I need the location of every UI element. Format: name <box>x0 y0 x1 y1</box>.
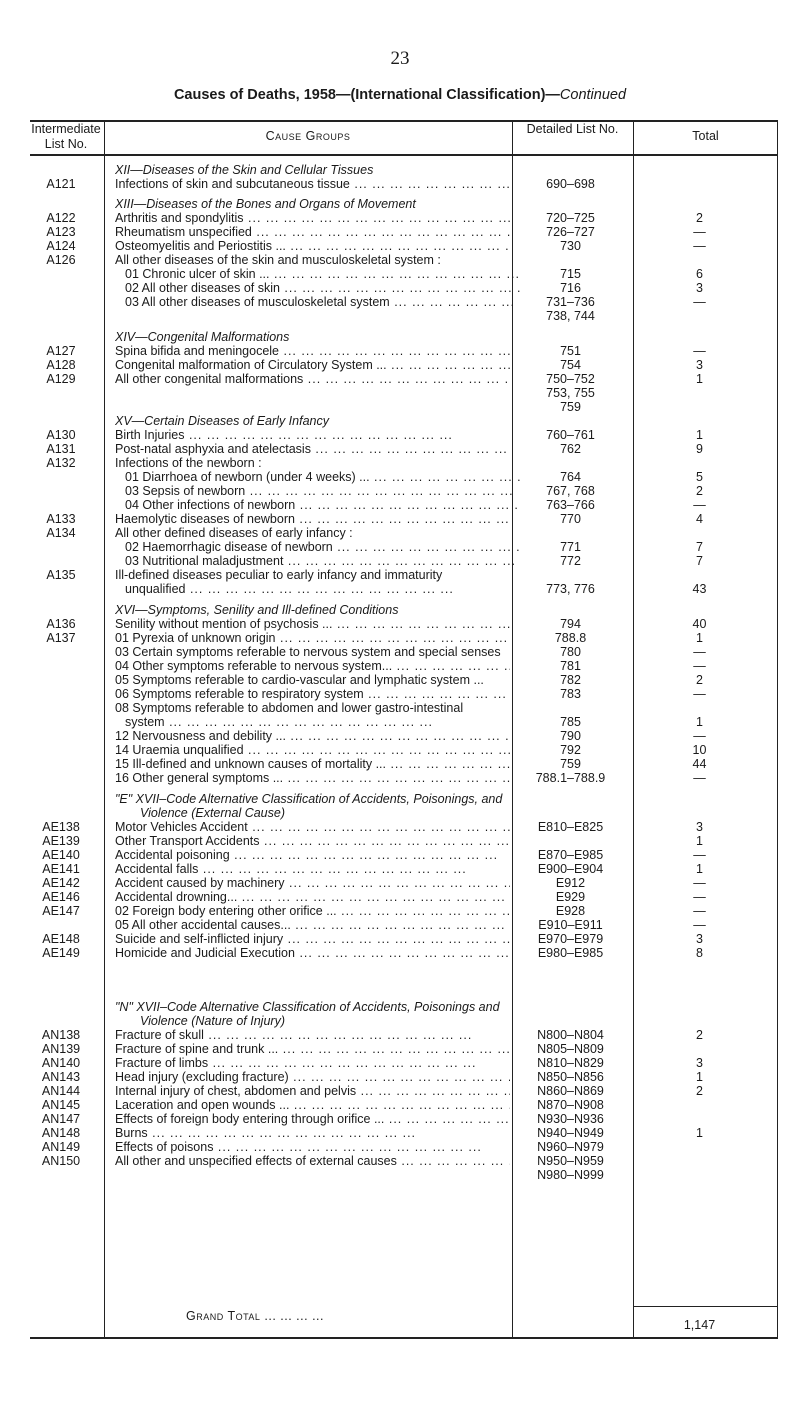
table-row <box>0 918 800 932</box>
total-value: 3 <box>696 1056 703 1070</box>
intermediate-list-no: AN139 <box>41 1042 81 1056</box>
cause-group: 05 Symptoms referable to cardio-vascular and lymphatic system ... <box>115 673 484 687</box>
table-row <box>0 932 800 946</box>
total-value: 1 <box>696 1126 703 1140</box>
detailed-list-no: N860–N869 <box>537 1084 604 1098</box>
intermediate-list-no: A129 <box>46 372 76 386</box>
table-row <box>0 1168 800 1182</box>
total-value: — <box>693 687 706 701</box>
total-value: 1 <box>696 631 703 645</box>
total-value: — <box>693 498 706 512</box>
cause-group: "N" XVII–Code Alternative Classification of Accidents, Poisonings and <box>115 1000 500 1014</box>
intermediate-list-no: A128 <box>46 358 76 372</box>
detailed-list-no: 782 <box>560 673 581 687</box>
table-row <box>0 1140 800 1154</box>
page-title <box>0 87 800 103</box>
table-row <box>0 1112 800 1126</box>
total-value: — <box>693 239 706 253</box>
table-row <box>0 792 800 806</box>
total-value: 1 <box>696 862 703 876</box>
cause-group: 03 Sepsis of newborn ... . <box>115 484 520 498</box>
detailed-list-no: 715 <box>560 267 581 281</box>
detailed-list-no: N940–N949 <box>537 1126 604 1140</box>
intermediate-list-no: A124 <box>46 239 76 253</box>
cause-group: Burns ... . <box>115 1126 510 1140</box>
cause-group: Rheumatism unspecified ... . <box>115 225 510 239</box>
total-value: — <box>693 918 706 932</box>
table-row <box>0 372 800 386</box>
cause-group: Effects of poisons ... . <box>115 1140 510 1154</box>
total-value: — <box>693 729 706 743</box>
intermediate-list-no: AN148 <box>41 1126 81 1140</box>
detailed-list-no: 750–752 <box>546 372 595 386</box>
intermediate-list-no: AE149 <box>42 946 80 960</box>
cause-group: Accidental drowning... ... . <box>115 890 510 904</box>
intermediate-list-no: A136 <box>46 617 76 631</box>
total-value: — <box>693 876 706 890</box>
table-row <box>0 526 800 540</box>
title-suffix: Continued <box>559 87 627 103</box>
cause-group: 08 Symptoms referable to abdomen and lower gastro-intestinal <box>115 701 464 715</box>
detailed-list-no: N930–N936 <box>537 1112 604 1126</box>
table-row <box>0 225 800 239</box>
table-row <box>0 177 800 191</box>
cause-group: 04 Other infections of newborn ... . <box>115 498 520 512</box>
table-row <box>0 876 800 890</box>
intermediate-list-no: A130 <box>46 428 76 442</box>
cause-group: Fracture of spine and trunk ... ... . <box>115 1042 510 1056</box>
total-value: 3 <box>696 281 703 295</box>
detailed-list-no: 726–727 <box>546 225 595 239</box>
intermediate-list-no: AN144 <box>41 1084 81 1098</box>
cause-group: 05 All other accidental causes... ... . <box>115 918 510 932</box>
cause-group: Other Transport Accidents ... . <box>115 834 510 848</box>
detailed-list-no: 790 <box>560 729 581 743</box>
table-row <box>0 820 800 834</box>
total-value: 8 <box>696 946 703 960</box>
intermediate-list-no: AN140 <box>41 1056 81 1070</box>
detailed-list-no: N950–N959 <box>537 1154 604 1168</box>
table-row <box>0 1014 800 1028</box>
cause-group: Head injury (excluding fracture) ... . <box>115 1070 510 1084</box>
cause-group: Infections of the newborn : <box>115 456 262 470</box>
total-value: — <box>693 890 706 904</box>
total-value: 2 <box>696 484 703 498</box>
table-row <box>0 687 800 701</box>
total-value: — <box>693 848 706 862</box>
cause-group: Laceration and open wounds ... ... . <box>115 1098 510 1112</box>
total-value: 5 <box>696 470 703 484</box>
detailed-list-no: 716 <box>560 281 581 295</box>
detailed-list-no: 772 <box>560 554 581 568</box>
cause-group: All other congenital malformations ... . <box>115 372 510 386</box>
table-row <box>0 1070 800 1084</box>
cause-group: 03 Nutritional maladjustment ... . <box>115 554 520 568</box>
total-value: 2 <box>696 1028 703 1042</box>
total-value: — <box>693 645 706 659</box>
cause-group: Haemolytic diseases of newborn ... . <box>115 512 510 526</box>
table-row <box>0 729 800 743</box>
table-row <box>0 267 800 281</box>
cause-group: Violence (Nature of Injury) <box>140 1014 285 1028</box>
cause-group: 01 Diarrhoea of newborn (under 4 weeks) ... ... . <box>115 470 520 484</box>
intermediate-list-no: AE148 <box>42 932 80 946</box>
table-row <box>0 645 800 659</box>
cause-group: 02 Haemorrhagic disease of newborn ... . <box>115 540 520 554</box>
detailed-list-no: 751 <box>560 344 581 358</box>
table-row <box>0 344 800 358</box>
detailed-list-no: 720–725 <box>546 211 595 225</box>
table-row <box>0 442 800 456</box>
cause-group: Effects of foreign body entering through orifice ... ... . <box>115 1112 510 1126</box>
detailed-list-no: 759 <box>560 400 581 414</box>
intermediate-list-no: AE141 <box>42 862 80 876</box>
detailed-list-no: 767, 768 <box>546 484 595 498</box>
header-intermediate: Intermediate List No. <box>31 122 101 151</box>
detailed-list-no: E929 <box>555 890 586 904</box>
cause-group: XIV—Congenital Malformations <box>115 330 290 344</box>
intermediate-list-no: A126 <box>46 253 76 267</box>
total-box-top-rule <box>633 1306 778 1307</box>
table-row <box>0 484 800 498</box>
table-top-rule <box>30 120 778 122</box>
total-value: — <box>693 295 706 309</box>
table-row <box>0 211 800 225</box>
table-bottom-rule <box>30 1337 778 1339</box>
detailed-list-no: E870–E985 <box>537 848 604 862</box>
total-value: 3 <box>696 358 703 372</box>
total-value: 7 <box>696 554 703 568</box>
detailed-list-no: N960–N979 <box>537 1140 604 1154</box>
intermediate-list-no: A135 <box>46 568 76 582</box>
table-row <box>0 1154 800 1168</box>
detailed-list-no: N800–N804 <box>537 1028 604 1042</box>
detailed-list-no: E980–E985 <box>537 946 604 960</box>
detailed-list-no: 753, 755 <box>546 386 595 400</box>
page-number: 23 <box>390 48 410 69</box>
cause-group: Post-natal asphyxia and atelectasis ... . <box>115 442 510 456</box>
table-row <box>0 1000 800 1014</box>
cause-group: system ... . <box>115 715 520 729</box>
table-row <box>0 568 800 582</box>
detailed-list-no: E810–E825 <box>537 820 604 834</box>
cause-group: XV—Certain Diseases of Early Infancy <box>115 414 329 428</box>
intermediate-list-no: AN149 <box>41 1140 81 1154</box>
total-value: — <box>693 771 706 785</box>
total-value: 43 <box>692 582 707 596</box>
table-row <box>0 715 800 729</box>
detailed-list-no: 770 <box>560 512 581 526</box>
total-value: — <box>693 344 706 358</box>
cause-group: "E" XVII–Code Alternative Classification of Accidents, Poisonings, and <box>115 792 503 806</box>
table-row <box>0 330 800 344</box>
cause-group: Accidental falls ... . <box>115 862 510 876</box>
intermediate-list-no: A133 <box>46 512 76 526</box>
cause-group: 02 All other diseases of skin ... . <box>115 281 520 295</box>
header-detailed: Detailed List No. <box>526 122 619 136</box>
cause-group: Infections of skin and subcutaneous tissue ... . <box>115 177 510 191</box>
cause-group: Ill-defined diseases peculiar to early infancy and immaturity <box>115 568 443 582</box>
total-value: — <box>693 904 706 918</box>
intermediate-list-no: AN143 <box>41 1070 81 1084</box>
total-value: 1 <box>696 715 703 729</box>
cause-group: Congenital malformation of Circulatory System ... ... . <box>115 358 510 372</box>
header-cause-groups: Cause Groups <box>265 129 351 143</box>
cause-group: Fracture of limbs ... . <box>115 1056 510 1070</box>
table-row <box>0 673 800 687</box>
intermediate-list-no: AN150 <box>41 1154 81 1168</box>
table-row <box>0 862 800 876</box>
cause-group: Homicide and Judicial Execution ... . <box>115 946 510 960</box>
total-value: 6 <box>696 267 703 281</box>
cause-group: unqualified ... . <box>115 582 520 596</box>
cause-group: Arthritis and spondylitis ... . <box>115 211 510 225</box>
detailed-list-no: 738, 744 <box>546 309 595 323</box>
cause-group: XVI—Symptoms, Senility and Ill-defined Conditions <box>115 603 399 617</box>
detailed-list-no: E970–E979 <box>537 932 604 946</box>
cause-group: Suicide and self-inflicted injury ... . <box>115 932 510 946</box>
grand-total-value: 1,147 <box>683 1318 716 1332</box>
intermediate-list-no: A132 <box>46 456 76 470</box>
detailed-list-no: 781 <box>560 659 581 673</box>
table-row <box>0 806 800 820</box>
table-row <box>0 253 800 267</box>
total-value: 1 <box>696 1070 703 1084</box>
title-text: Causes of Deaths, 1958—(International Classification)— <box>173 87 560 103</box>
detailed-list-no: 760–761 <box>546 428 595 442</box>
total-value: 9 <box>696 442 703 456</box>
intermediate-list-no: AE140 <box>42 848 80 862</box>
detailed-list-no: 763–766 <box>546 498 595 512</box>
cause-group: 04 Other symptoms referable to nervous system... ... . <box>115 659 510 673</box>
cause-group: Motor Vehicles Accident ... . <box>115 820 510 834</box>
intermediate-list-no: AE142 <box>42 876 80 890</box>
intermediate-list-no: AE139 <box>42 834 80 848</box>
table-row <box>0 582 800 596</box>
intermediate-list-no: A137 <box>46 631 76 645</box>
cause-group: All other and unspecified effects of external causes ... . <box>115 1154 510 1168</box>
table-row <box>0 386 800 400</box>
cause-group: All other defined diseases of early infancy : <box>115 526 353 540</box>
cause-group: 03 Certain symptoms referable to nervous system and special senses <box>115 645 501 659</box>
cause-group: XII—Diseases of the Skin and Cellular Tissues <box>115 163 374 177</box>
total-value: — <box>693 225 706 239</box>
detailed-list-no: 794 <box>560 617 581 631</box>
detailed-list-no: 783 <box>560 687 581 701</box>
cause-group: Osteomyelitis and Periostitis ... ... . <box>115 239 510 253</box>
total-value: 40 <box>692 617 707 631</box>
table-row <box>0 1098 800 1112</box>
cause-group: Spina bifida and meningocele ... . <box>115 344 510 358</box>
table-row <box>0 946 800 960</box>
table-row <box>0 554 800 568</box>
header-total: Total <box>692 129 719 143</box>
cause-group: 14 Uraemia unqualified ... . <box>115 743 510 757</box>
table-row <box>0 771 800 785</box>
intermediate-list-no: AN145 <box>41 1098 81 1112</box>
total-value: — <box>693 659 706 673</box>
detailed-list-no: 690–698 <box>546 177 595 191</box>
cause-group: 15 Ill-defined and unknown causes of mortality ... ... . <box>115 757 510 771</box>
total-value: 1 <box>696 428 703 442</box>
intermediate-list-no: AE146 <box>42 890 80 904</box>
detailed-list-no: 792 <box>560 743 581 757</box>
intermediate-list-no: A122 <box>46 211 76 225</box>
intermediate-list-no: A134 <box>46 526 76 540</box>
total-value: 3 <box>696 820 703 834</box>
total-value: 2 <box>696 1084 703 1098</box>
table-row <box>0 848 800 862</box>
table-row <box>0 1028 800 1042</box>
detailed-list-no: 762 <box>560 442 581 456</box>
detailed-list-no: N850–N856 <box>537 1070 604 1084</box>
table-row <box>0 239 800 253</box>
table-row <box>0 163 800 177</box>
cause-group: 06 Symptoms referable to respiratory system ... . <box>115 687 510 701</box>
table-row <box>0 603 800 617</box>
table-row <box>0 1042 800 1056</box>
table-row <box>0 1056 800 1070</box>
intermediate-list-no: AE138 <box>42 820 80 834</box>
detailed-list-no: N805–N809 <box>537 1042 604 1056</box>
table-row <box>0 456 800 470</box>
table-row <box>0 1084 800 1098</box>
cause-group: Senility without mention of psychosis ... ... . <box>115 617 510 631</box>
cause-group: 02 Foreign body entering other orifice ... ... . <box>115 904 510 918</box>
grand-total-label: Grand Total ... ... ... ... <box>185 1309 324 1323</box>
cause-group: 03 All other diseases of musculoskeletal system ... . <box>115 295 520 309</box>
header-bottom-rule <box>30 154 778 156</box>
intermediate-list-no: A121 <box>46 177 76 191</box>
total-value: 7 <box>696 540 703 554</box>
cause-group: 01 Pyrexia of unknown origin ... . <box>115 631 510 645</box>
total-value: 1 <box>696 834 703 848</box>
intermediate-list-no: AN138 <box>41 1028 81 1042</box>
detailed-list-no: 788.1–788.9 <box>535 771 606 785</box>
table-row <box>0 757 800 771</box>
cause-group: 16 Other general symptoms ... ... . <box>115 771 510 785</box>
table-row <box>0 428 800 442</box>
detailed-list-no: 780 <box>560 645 581 659</box>
table-row <box>0 890 800 904</box>
detailed-list-no: E900–E904 <box>537 862 604 876</box>
total-value: 2 <box>696 673 703 687</box>
total-value: 44 <box>692 757 707 771</box>
detailed-list-no: N870–N908 <box>537 1098 604 1112</box>
detailed-list-no: E912 <box>555 876 586 890</box>
table-row <box>0 512 800 526</box>
detailed-list-no: 771 <box>560 540 581 554</box>
total-value: 4 <box>696 512 703 526</box>
table-row <box>0 470 800 484</box>
table-row <box>0 904 800 918</box>
total-value: 1 <box>696 372 703 386</box>
intermediate-list-no: A127 <box>46 344 76 358</box>
table-row <box>0 400 800 414</box>
table-row <box>0 295 800 309</box>
detailed-list-no: 788.8 <box>554 631 587 645</box>
table-row <box>0 540 800 554</box>
detailed-list-no: 759 <box>560 757 581 771</box>
intermediate-list-no: AE147 <box>42 904 80 918</box>
table-row <box>0 498 800 512</box>
table-row <box>0 659 800 673</box>
intermediate-list-no: A131 <box>46 442 76 456</box>
table-row <box>0 834 800 848</box>
table-row <box>0 197 800 211</box>
cause-group: Violence (External Cause) <box>140 806 285 820</box>
total-value: 10 <box>692 743 707 757</box>
table-row <box>0 309 800 323</box>
cause-group: Accidental poisoning ... . <box>115 848 510 862</box>
table-row <box>0 701 800 715</box>
total-value: 2 <box>696 211 703 225</box>
detailed-list-no: E910–E911 <box>538 918 603 932</box>
detailed-list-no: E928 <box>555 904 586 918</box>
detailed-list-no: 754 <box>560 358 581 372</box>
detailed-list-no: 785 <box>560 715 581 729</box>
cause-group: All other diseases of the skin and musculoskeletal system : <box>115 253 441 267</box>
total-value: 3 <box>696 932 703 946</box>
detailed-list-no: 773, 776 <box>546 582 595 596</box>
table-row <box>0 281 800 295</box>
cause-group: 01 Chronic ulcer of skin ... ... . <box>115 267 520 281</box>
detailed-list-no: 731–736 <box>546 295 595 309</box>
intermediate-list-no: AN147 <box>41 1112 81 1126</box>
cause-group: Fracture of skull ... . <box>115 1028 510 1042</box>
table-row <box>0 617 800 631</box>
cause-group: Internal injury of chest, abdomen and pelvis ... . <box>115 1084 510 1098</box>
detailed-list-no: N810–N829 <box>537 1056 604 1070</box>
cause-group: Birth Injuries ... . <box>115 428 510 442</box>
table-row <box>0 1126 800 1140</box>
table-row <box>0 631 800 645</box>
cause-group: XIII—Diseases of the Bones and Organs of Movement <box>115 197 416 211</box>
intermediate-list-no: A123 <box>46 225 76 239</box>
table-row <box>0 414 800 428</box>
detailed-list-no: N980–N999 <box>537 1168 604 1182</box>
cause-group: 12 Nervousness and debility ... ... . <box>115 729 510 743</box>
detailed-list-no: 764 <box>560 470 581 484</box>
cause-group: Accident caused by machinery ... . <box>115 876 510 890</box>
detailed-list-no: 730 <box>560 239 581 253</box>
table-row <box>0 358 800 372</box>
table-row <box>0 743 800 757</box>
